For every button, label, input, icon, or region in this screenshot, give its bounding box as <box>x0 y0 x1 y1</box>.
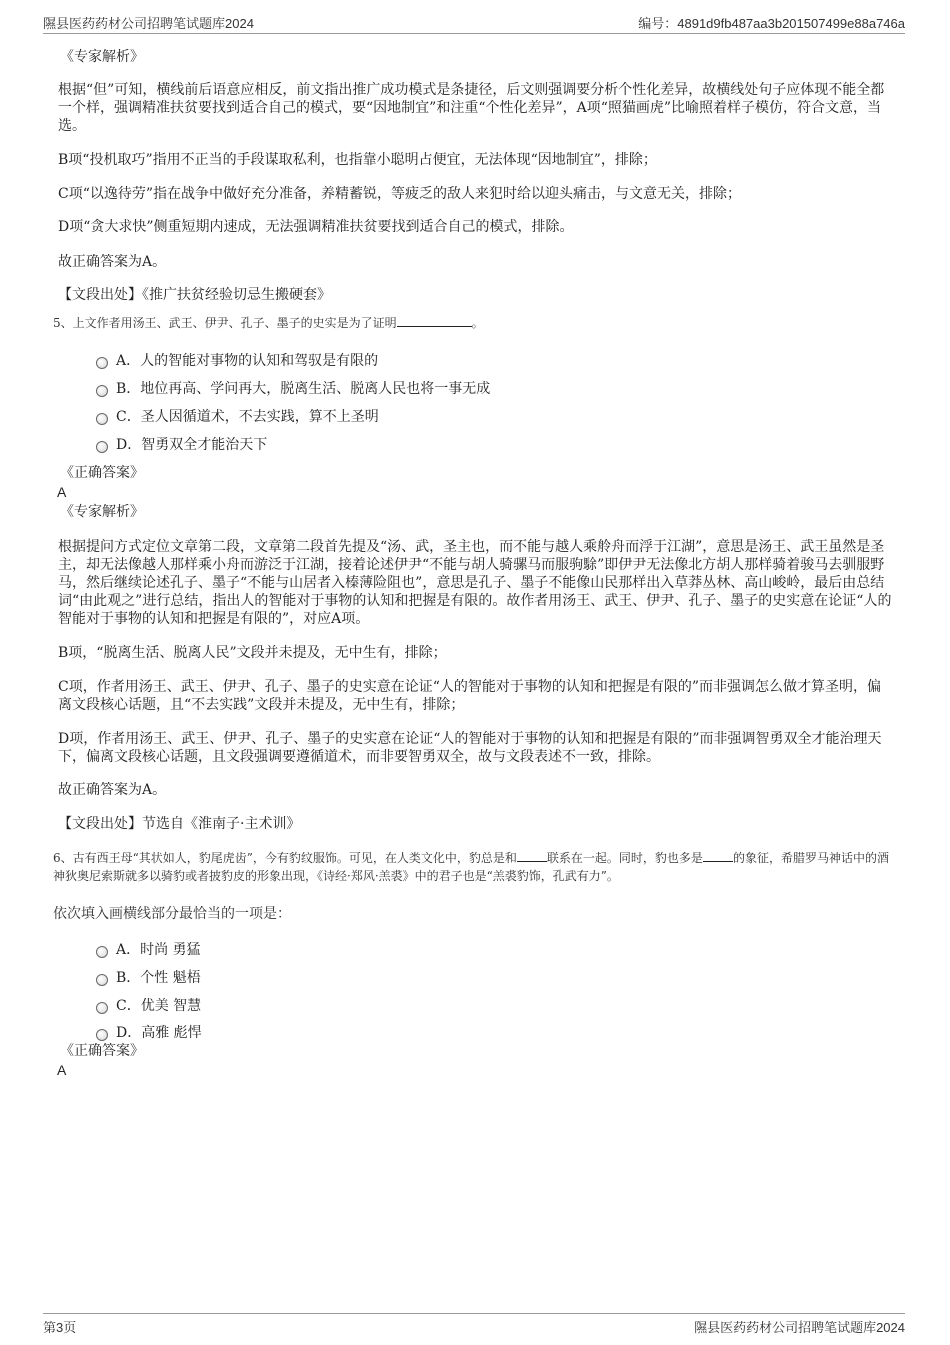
q5-option-d[interactable] <box>96 434 267 454</box>
q5-option-a[interactable] <box>96 350 378 370</box>
q6-option-b-label: B．个性 魁梧 <box>116 970 201 986</box>
q6-option-b[interactable] <box>96 967 201 987</box>
radio-icon[interactable] <box>96 946 108 958</box>
q6-option-c[interactable] <box>96 995 201 1015</box>
q4-analysis-para-1: 根据“但”可知，横线前后语意应相反，前文指出推广成功模式是条捷径，后文则强调要分析个性化差异，故横线处句子应体现不能全都一个样，强调精准扶贫要找到适合自己的模式，要“因地制宜”和注重“个性化差异”，A项“照猫画虎”比喻照着样子模仿，符合文意，当选。 <box>58 82 885 134</box>
q6-option-c-label: C．优美 智慧 <box>116 998 202 1014</box>
q6-question-part-2: 联系在一起。同时，豹也多是 <box>546 851 703 865</box>
q5-analysis-para-2: B项，“脱离生活、脱离人民”文段并未提及，无中生有，排除； <box>58 645 447 661</box>
q4-analysis-heading: 《专家解析》 <box>60 49 144 65</box>
q5-question <box>53 314 888 332</box>
radio-icon[interactable] <box>96 974 108 986</box>
radio-icon[interactable] <box>96 1029 108 1041</box>
q6-option-a[interactable] <box>96 939 201 959</box>
q5-analysis-para-1: 根据提问方式定位文章第二段，文章第二段首先提及“汤、武，圣主也，而不能与越人乘舲舟而浮于江湖”，意思是汤王、武王虽然是圣主，却无法像越人那样乘小舟而游泛于江湖，接着论述伊尹“不能与胡人骑骡马而服驹駼”即伊尹无法像北方胡人那样骑着骏马去驯服野马，然后继续论述孔子、墨子“不能与山居者入榛薄险阻也”，意思是孔子、墨子不能像山民那样出入草莽丛林、高山峻岭，最后由总结词“由此观之”进行总结，指出人的智能对于事物的认知和把握是有限的。故作者用汤王、武王、伊尹、孔子、墨子的史实意在论证“人的智能对于事物的认知和把握是有限的”，对应A项。 <box>58 539 892 627</box>
q5-source: 【文段出处】节选自《淮南子·主术训》 <box>58 816 301 832</box>
q5-option-c[interactable] <box>96 406 379 426</box>
q4-conclusion: 故正确答案为A。 <box>58 254 167 270</box>
q5-analysis-para-3: C项，作者用汤王、武王、伊尹、孔子、墨子的史实意在论证“人的智能对于事物的认知和把握是有限的”而非强调怎么做才算圣明，偏离文段核心话题，且“不去实践”文段并未提及，无中生有，排除； <box>58 679 882 713</box>
radio-icon[interactable] <box>96 1002 108 1014</box>
q6-question-part-1: 6、古有西王母“其状如人，豹尾虎齿”，今有豹纹服饰。可见，在人类文化中，豹总是和 <box>53 851 517 865</box>
q6-question-part-3: 的象征，希腊罗马神话中的酒神狄奥尼索斯就多以骑豹或者披豹皮的形象出现，《诗经·郑风·羔裘》中的君子也是“羔裘豹饰，孔武有力”。 <box>53 851 889 883</box>
radio-icon[interactable] <box>96 357 108 369</box>
q6-question <box>53 849 893 885</box>
q5-option-b[interactable] <box>96 378 490 398</box>
q6-prompt: 依次填入画横线部分最恰当的一项是： <box>53 906 291 922</box>
page-header <box>43 13 905 34</box>
q4-analysis-para-3: C项“以逸待劳”指在战争中做好充分准备，养精蓄锐，等疲乏的敌人来犯时给以迎头痛击，与文意无关，排除； <box>58 186 742 202</box>
header-title: 隰县医药药材公司招聘笔试题库2024 <box>43 16 254 31</box>
q4-source: 【文段出处】《推广扶贫经验切忌生搬硬套》 <box>58 287 331 303</box>
q5-analysis-para-4: D项，作者用汤王、武王、伊尹、孔子、墨子的史实意在论证“人的智能对于事物的认知和把握是有限的”而非强调智勇双全才能治理天下，偏离文段核心话题，且文段强调要遵循道术，而非要智勇双全，故与文段表述不一致，排除。 <box>58 731 882 765</box>
q5-option-b-label: B．地位再高、学问再大，脱离生活、脱离人民也将一事无成 <box>116 381 491 397</box>
q6-answer-heading: 《正确答案》 <box>60 1043 144 1059</box>
q5-question-text: 5、上文作者用汤王、武王、伊尹、孔子、墨子的史实是为了证明 <box>53 316 397 330</box>
q5-option-c-label: C．圣人因循道术，不去实践，算不上圣明 <box>116 409 379 425</box>
q6-option-d[interactable] <box>96 1022 202 1042</box>
radio-icon[interactable] <box>96 413 108 425</box>
q6-option-d-label: D．高雅 彪悍 <box>116 1025 202 1041</box>
q5-answer: A <box>57 484 67 500</box>
radio-icon[interactable] <box>96 441 108 453</box>
q5-option-a-label: A．人的智能对事物的认知和驾驭是有限的 <box>116 353 379 369</box>
q5-option-d-label: D．智勇双全才能治天下 <box>116 437 268 453</box>
radio-icon[interactable] <box>96 385 108 397</box>
q5-question-end: 。 <box>471 316 484 330</box>
q6-blank-2 <box>703 849 733 862</box>
q6-option-a-label: A．时尚 勇猛 <box>116 942 201 958</box>
q5-answer-blank <box>397 314 472 327</box>
q5-analysis-heading: 《专家解析》 <box>60 504 144 520</box>
q5-conclusion: 故正确答案为A。 <box>58 782 167 798</box>
q6-answer: A <box>57 1062 67 1078</box>
q4-analysis-para-4: D项“贪大求快”侧重短期内速成，无法强调精准扶贫要找到适合自己的模式，排除。 <box>58 219 574 235</box>
page-number: 第3页 <box>43 1320 77 1335</box>
page-footer <box>43 1313 905 1337</box>
footer-title: 隰县医药药材公司招聘笔试题库2024 <box>694 1320 905 1335</box>
header-doc-id: 编号：4891d9fb487aa3b201507499e88a746a <box>638 16 905 31</box>
q5-answer-heading: 《正确答案》 <box>60 465 144 481</box>
q4-analysis-para-2: B项“投机取巧”指用不正当的手段谋取私利，也指靠小聪明占便宜，无法体现“因地制宜”，排除； <box>58 152 657 168</box>
q6-blank-1 <box>517 849 547 862</box>
